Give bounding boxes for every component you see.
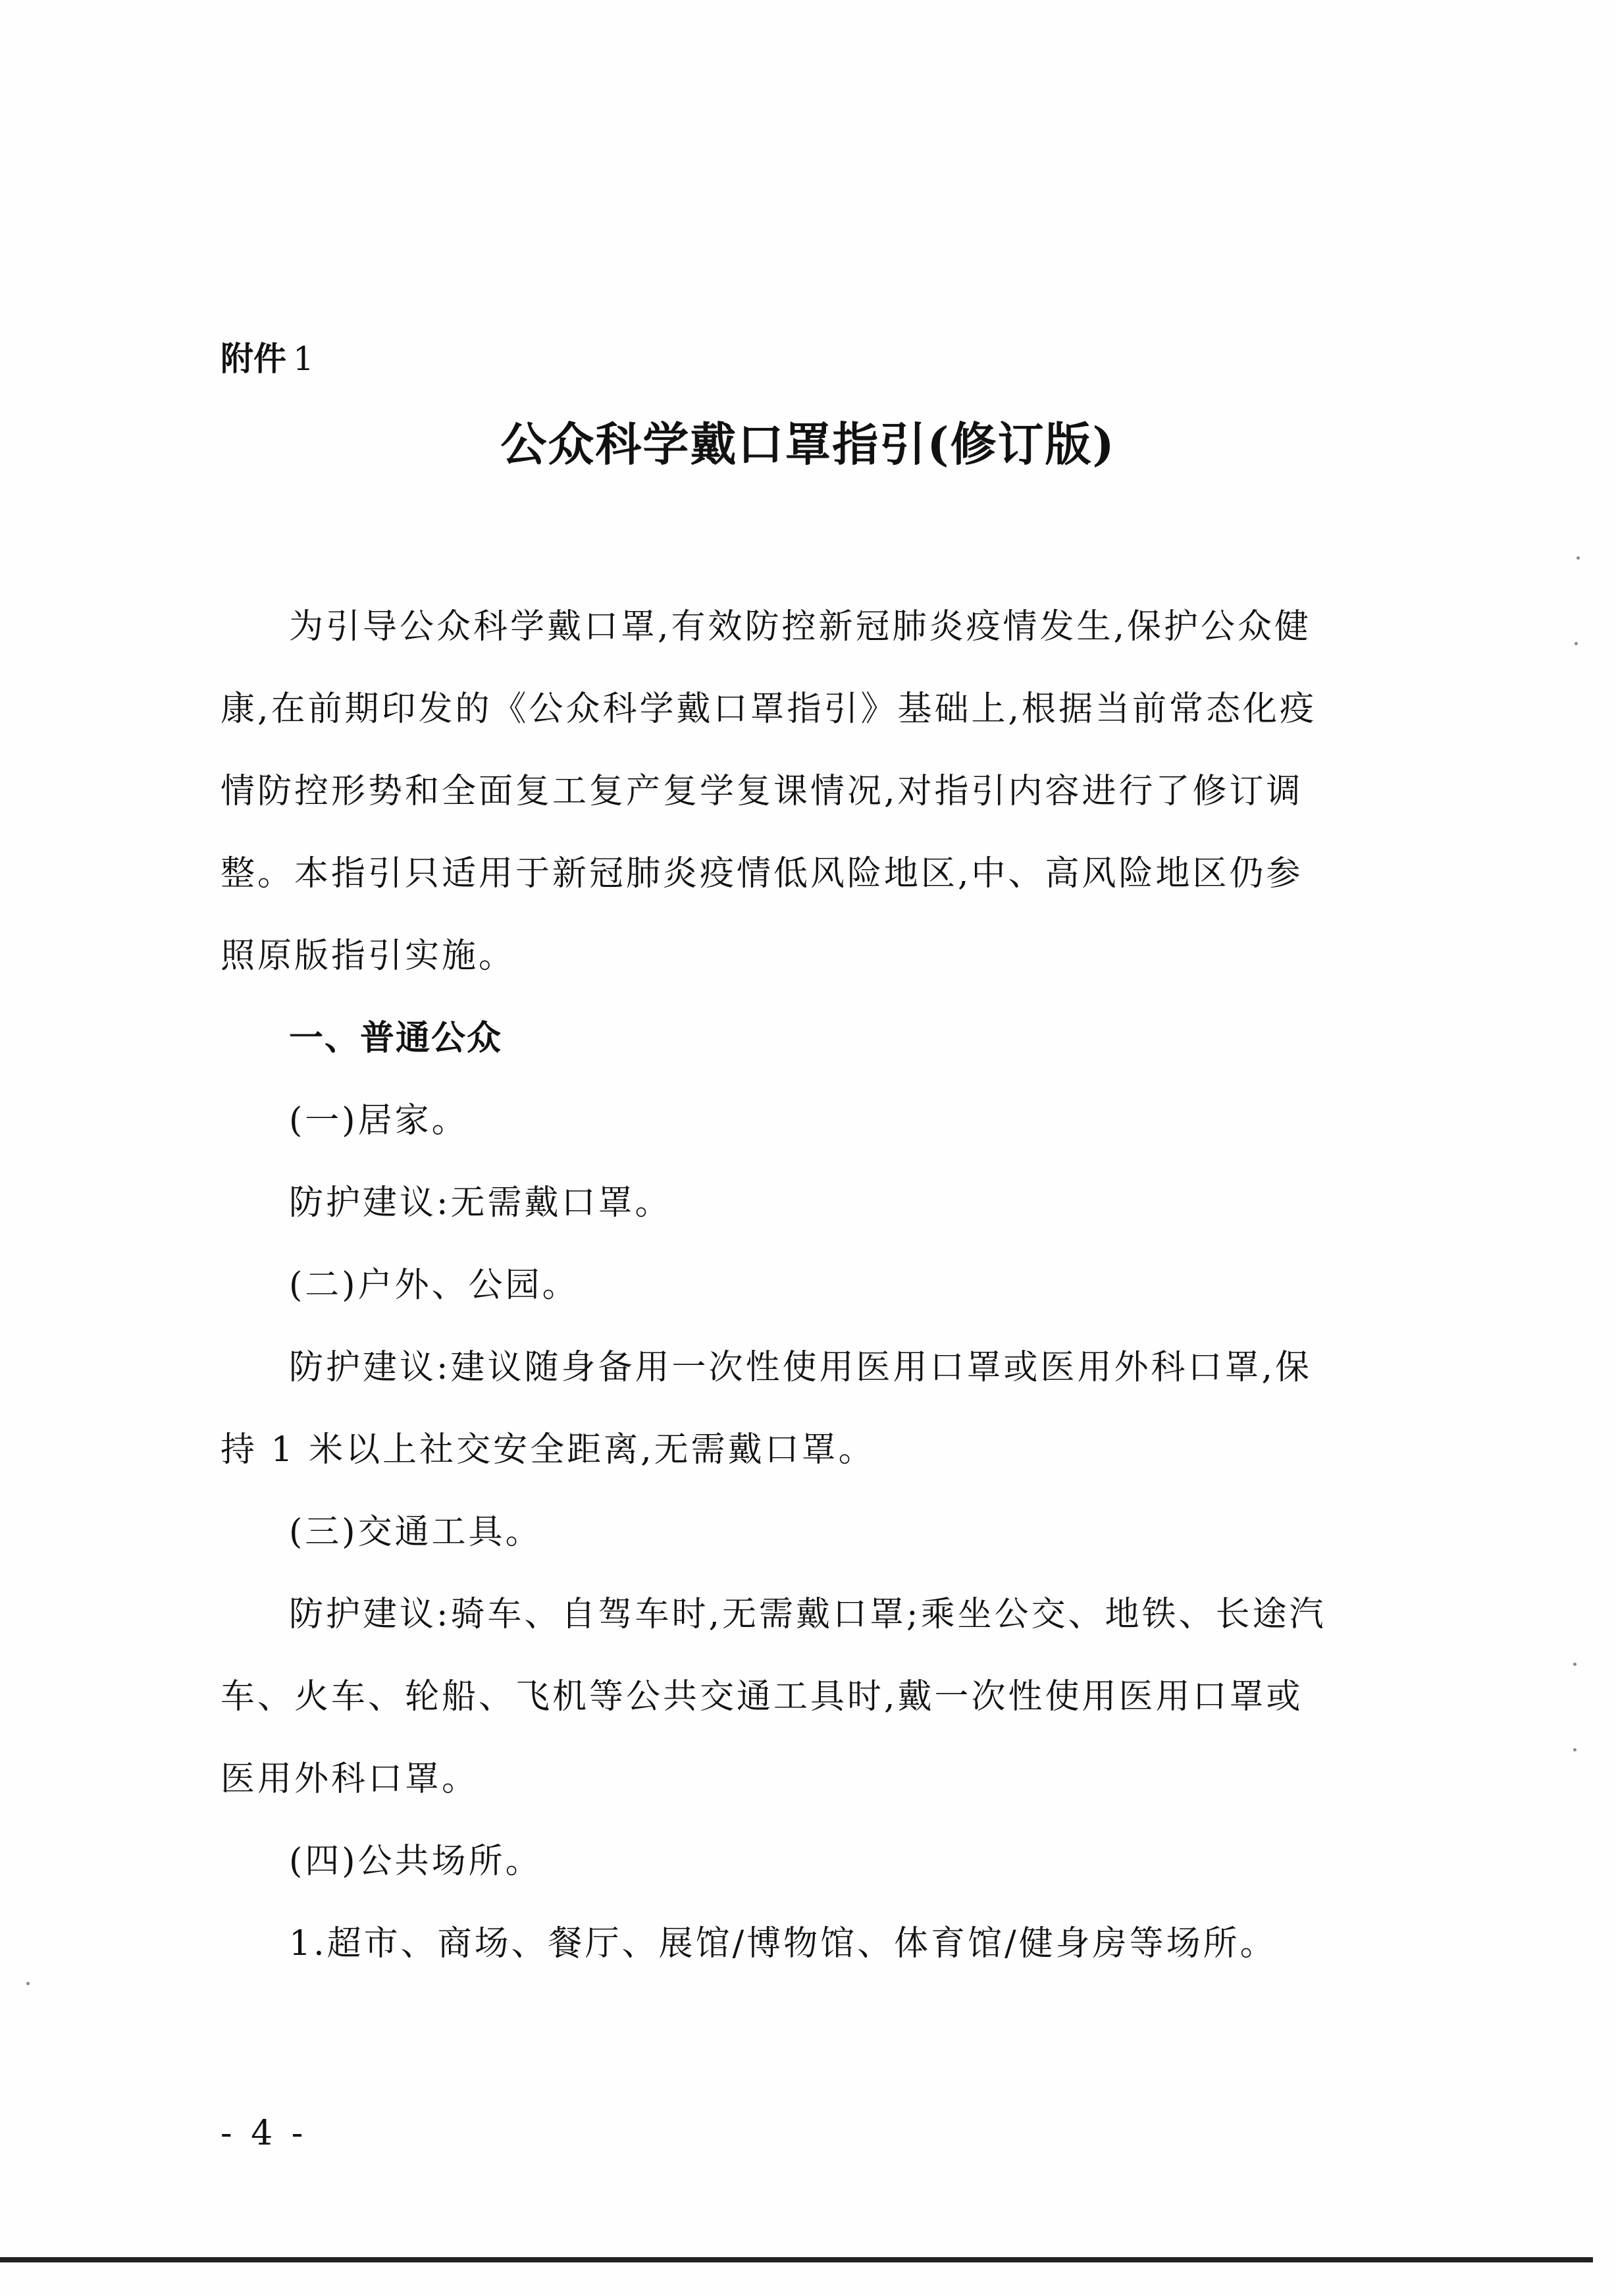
document-title: 公众科学戴口罩指引(修订版)	[500, 417, 1116, 471]
item-advice-transport: 防护建议:骑车、自驾车时,无需戴口罩;乘坐公交、地铁、长途汽车、火车、轮船、飞机等公共交通工具时,戴一次性使用医用口罩或医用外科口罩。	[221, 1595, 1326, 1799]
item-advice-outdoor: 防护建议:建议随身备用一次性使用医用口罩或医用外科口罩,保持 1 米以上社交安全距离,无需戴口罩。	[221, 1348, 1313, 1470]
item-title-public-places: (四)公共场所。	[289, 1842, 542, 1881]
attachment-text: 附件	[221, 340, 286, 378]
document-body	[221, 586, 1333, 1985]
item-advice-home: 防护建议:无需戴口罩。	[289, 1183, 672, 1223]
item-title-transport: (三)交通工具。	[289, 1512, 542, 1552]
scan-speck	[1573, 1748, 1577, 1751]
item-advice-public-places: 1.超市、商场、餐厅、展馆/博物馆、体育馆/健身房等场所。	[289, 1924, 1277, 1963]
scan-speck	[1577, 556, 1580, 560]
bottom-divider	[0, 2257, 1593, 2262]
item-title-home: (一)居家。	[289, 1101, 469, 1140]
attachment-label	[221, 333, 314, 385]
attachment-number: 1	[293, 340, 314, 378]
scan-speck	[1573, 1663, 1577, 1666]
item-title-outdoor: (二)户外、公园。	[289, 1266, 579, 1305]
intro-paragraph: 为引导公众科学戴口罩,有效防控新冠肺炎疫情发生,保护公众健康,在前期印发的《公众科学戴口罩指引》基础上,根据当前常态化疫情防控形势和全面复工复产复学复课情况,对指引内容进行了修订调整。本指引只适用于新冠肺炎疫情低风险地区,中、高风险地区仍参照原版指引实施。	[221, 607, 1317, 976]
scan-speck	[1575, 642, 1578, 645]
page-number: - 4 -	[221, 2114, 307, 2153]
section-heading-general-public: 一、普通公众	[289, 1019, 503, 1058]
scan-speck	[26, 1982, 30, 1985]
